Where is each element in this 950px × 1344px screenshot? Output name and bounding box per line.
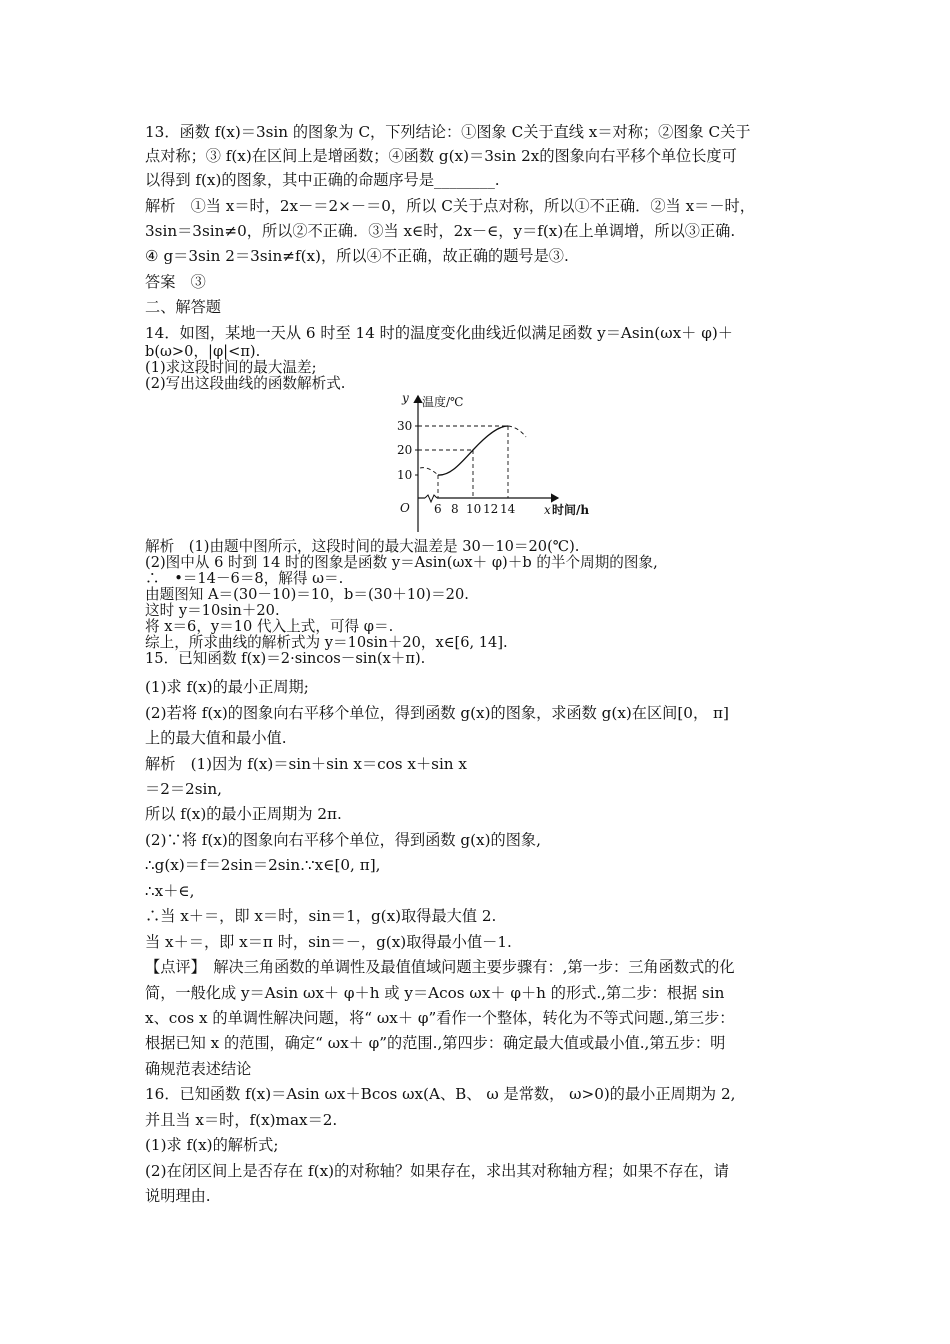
text-line: ∴g(x)＝f＝2sin＝2sin.∵x∈[0, π], [145,856,381,874]
origin-label: O [400,501,410,515]
comment-line: x、cos x 的单调性解决问题，将“ ωx＋ φ”看作一个整体，转化为不等式问题.,第三步： [145,1009,735,1027]
y-axis-label: y [402,392,409,405]
text-line: 说明理由. [145,1187,211,1205]
comment-line: 根据已知 x 的范围，确定“ ωx＋ φ”的范围.,第四步：确定最大值或最小值.,第五步：明 [145,1034,726,1052]
x-tick-label: 12 [483,502,499,516]
axis-break-mark [425,495,437,502]
x-tick-label: 6 [434,502,442,516]
y-tick-label: 10 [397,468,413,482]
y-tick-label: 20 [397,443,413,457]
answer-line: 答案 ③ [145,273,206,291]
text-line: 解析 (1)因为 f(x)＝sin＋sin x＝cos x＋sin x [145,755,467,773]
text-line: (1)求 f(x)的解析式; [145,1136,279,1154]
curve-extension-right [508,426,526,437]
text-line: 13．函数 f(x)＝3sin 的图象为 C，下列结论：①图象 C关于直线 x＝对称；②图象 C关于 [145,123,751,141]
text-line: 点对称；③ f(x)在区间上是增函数；④函数 g(x)＝3sin 2x的图象向右平移个单位长度可 [145,147,737,165]
text-line: 解析 ①当 x＝时，2x－＝2×－＝0，所以 C关于点对称，所以①不正确．②当 x＝－时， [145,197,755,215]
text-line: 将 x＝6，y＝10 代入上式，可得 φ＝. [145,618,394,635]
x-axis-name: 时间/h [552,503,590,517]
text-line: 16．已知函数 f(x)＝Asin ωx＋Bcos ωx(A、B、 ω 是常数， ω>0)的最小正周期为 2, [145,1085,736,1103]
text-line: (1)求这段时间的最大温差; [145,359,317,376]
x-axis-label: x [544,503,551,517]
text-line: (1)求 f(x)的最小正周期; [145,678,309,696]
text-line: 综上，所求曲线的解析式为 y＝10sin＋20，x∈[6, 14]. [145,634,508,651]
text-line: 解析 (1)由题中图所示，这段时间的最大温差是 30－10＝20(℃). [145,538,580,555]
text-line: (2)若将 f(x)的图象向右平移个单位，得到函数 g(x)的图象，求函数 g(x)在区间[0， π] [145,704,729,722]
text-line: 14．如图，某地一天从 6 时至 14 时的温度变化曲线近似满足函数 y＝Asin(ωx＋ φ)＋ [145,324,733,342]
comment-line: 【点评】 解决三角函数的单调性及最值值域问题主要步骤有：,第一步：三角函数式的化 [145,958,735,976]
text-line: ∴当 x＋＝，即 x＝时，sin＝1，g(x)取得最大值 2. [145,907,497,925]
comment-line: 简，一般化成 y＝Asin ωx＋ φ＋h 或 y＝Acos ωx＋ φ＋h 的形式.,第二步：根据 sin [145,984,725,1002]
text-line: 这时 y＝10sin＋20. [145,602,280,619]
text-line: ＝2＝2sin, [145,780,222,798]
text-line: 并且当 x＝时，f(x)max＝2. [145,1111,338,1129]
text-line: b(ω>0，|φ|<π). [145,343,261,360]
text-line: ∴x＋∈, [145,882,195,900]
y-tick-label: 30 [397,419,413,433]
text-line: 以得到 f(x)的图象，其中正确的命题序号是________. [145,171,500,189]
y-axis-name: 温度/℃ [422,395,464,409]
text-line: 上的最大值和最小值. [145,729,287,747]
text-line: ∴ •＝14－6＝8，解得 ω＝. [145,570,344,587]
text-line: 3sin＝3sin≠0，所以②不正确．③当 x∈时，2x－∈，y＝f(x)在上单调增，所以③正确. [145,222,736,240]
text-line: ④ g＝3sin 2＝3sin≠f(x)，所以④不正确，故正确的题号是③. [145,247,569,265]
section-heading: 二、解答题 [145,298,221,316]
comment-line: 确规范表述结论 [145,1060,252,1078]
text-line: 所以 f(x)的最小正周期为 2π. [145,805,342,823]
temperature-graph [388,392,608,542]
text-line: 由题图知 A＝(30－10)＝10，b＝(30＋10)＝20. [145,586,469,603]
text-line: 当 x＋＝，即 x＝π 时，sin＝－，g(x)取得最小值－1. [145,933,512,951]
text-line: 15．已知函数 f(x)＝2·sincos－sin(x＋π). [145,650,426,667]
x-tick-label: 14 [500,502,516,516]
text-line: (2)图中从 6 时到 14 时的图象是函数 y＝Asin(ωx＋ φ)＋b 的半个周期的图象, [145,554,658,571]
x-tick-label: 10 [466,502,482,516]
x-tick-label: 8 [451,502,459,516]
text-line: (2)在闭区间上是否存在 f(x)的对称轴？如果存在，求出其对称轴方程；如果不存在，请 [145,1162,729,1180]
text-line: (2)写出这段曲线的函数解析式. [145,375,346,392]
text-line: (2)∵将 f(x)的图象向右平移个单位，得到函数 g(x)的图象, [145,831,541,849]
curve-extension-left [420,468,438,475]
